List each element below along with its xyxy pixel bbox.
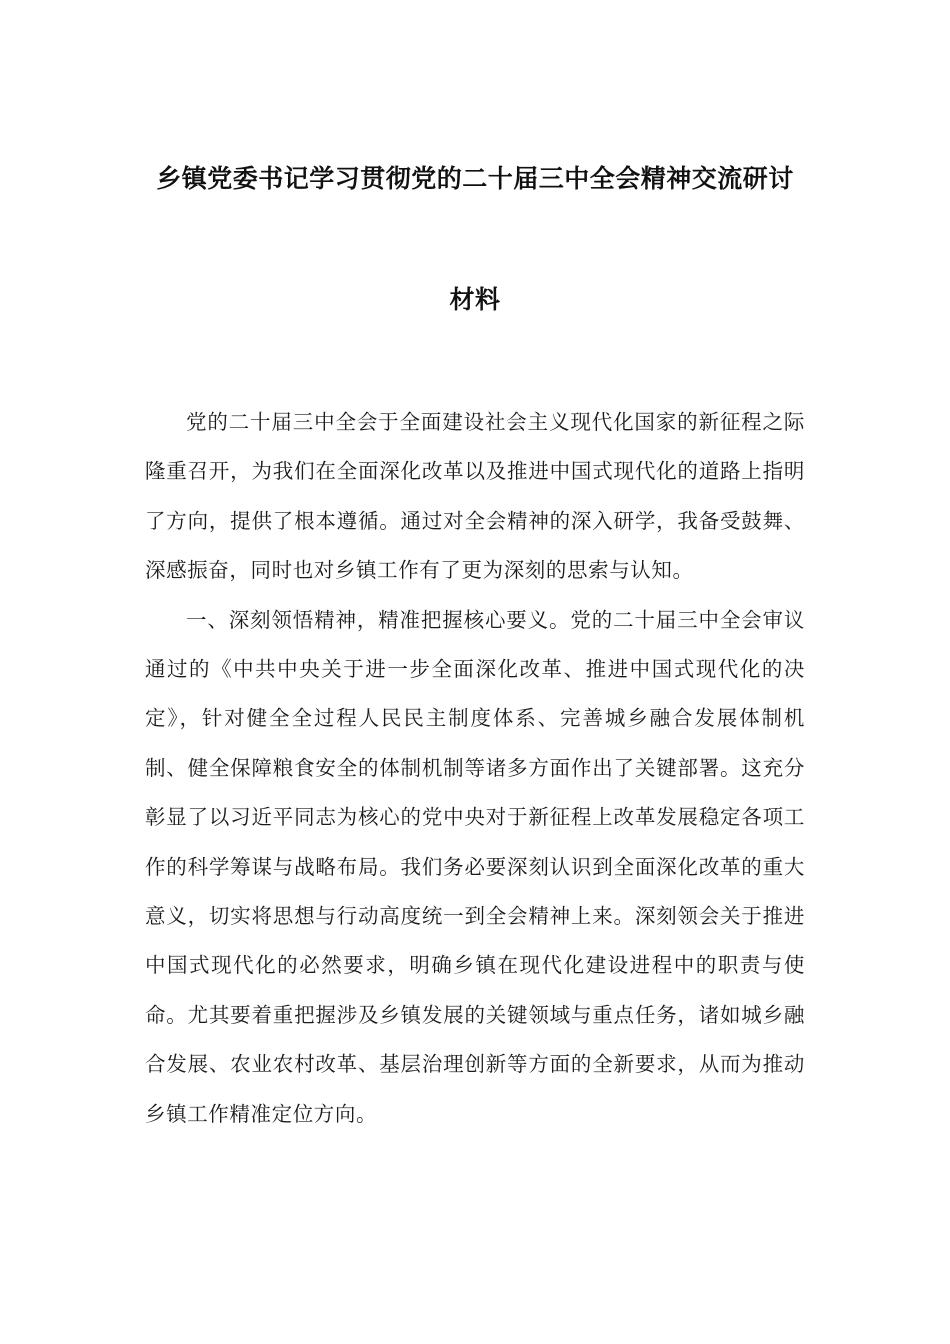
document-title-line-1: 乡镇党委书记学习贯彻党的二十届三中全会精神交流研讨 (156, 164, 794, 193)
document-body (145, 398, 805, 1139)
paragraph-section-one: 一、深刻领悟精神，精准把握核心要义。党的二十届三中全会审议通过的《中共中央关于进一步全面深化改革、推进中国式现代化的决定》，针对健全全过程人民民主制度体系、完善城乡融合发展体制机制、健全保障粮食安全的体制机制等诸多方面作出了关键部署。这充分彰显了以习近平同志为核心的党中央对于新征程上改革发展稳定各项工作的科学筹谋与战略布局。我们务必要深刻认识到全面深化改革的重大意义，切实将思想与行动高度统一到全会精神上来。深刻领会关于推进中国式现代化的必然要求，明确乡镇在现代化建设进程中的职责与使命。尤其要着重把握涉及乡镇发展的关键领域与重点任务，诸如城乡融合发展、农业农村改革、基层治理创新等方面的全新要求，从而为推动乡镇工作精准定位方向。 (145, 607, 805, 1126)
document-title-line-2: 材料 (449, 285, 501, 314)
paragraph-intro: 党的二十届三中全会于全面建设社会主义现代化国家的新征程之际隆重召开，为我们在全面深化改革以及推进中国式现代化的道路上指明了方向，提供了根本遵循。通过对全会精神的深入研学，我备受鼓舞、深感振奋，同时也对乡镇工作有了更为深刻的思索与认知。 (145, 410, 805, 583)
